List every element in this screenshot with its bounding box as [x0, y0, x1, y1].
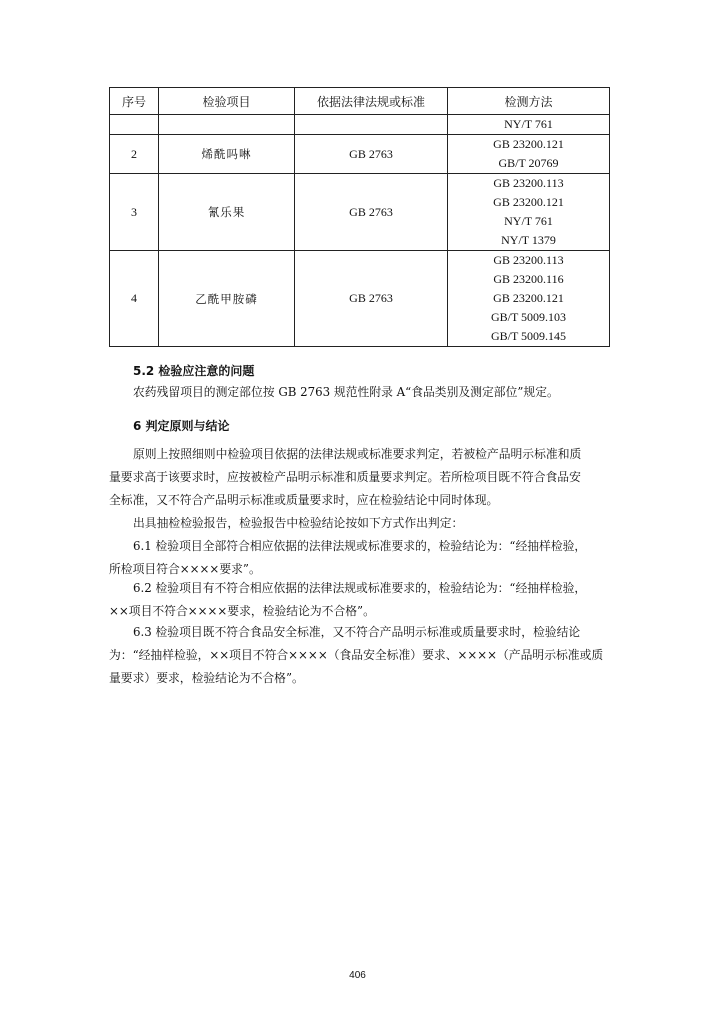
row-item: 乙酰甲胺磷 [159, 251, 295, 347]
row-item: 氰乐果 [159, 174, 295, 251]
paragraph-line: 全标准，又不符合产品明示标准或质量要求时，应在检验结论中同时体现。 [109, 493, 499, 507]
method-line: GB 23200.121 [493, 137, 564, 151]
method-cell [448, 251, 610, 347]
section-5-2-heading: 5.2 检验应注意的问题 [133, 364, 255, 378]
method-cell [448, 174, 610, 251]
method-line: NY/T 761 [504, 214, 553, 228]
inspection-table [109, 87, 610, 347]
method-cell [448, 135, 610, 174]
section-6-heading: 6 判定原则与结论 [133, 419, 230, 433]
table-header-row [110, 88, 610, 115]
header-law: 依据法律法规或标准 [295, 88, 448, 115]
method-line: NY/T 1379 [501, 233, 556, 247]
row-no: 2 [110, 135, 159, 174]
row-no: 3 [110, 174, 159, 251]
page-number: 406 [349, 970, 366, 981]
section-5-2-text: 农药残留项目的测定部位按 GB 2763 规范性附录 A“食品类别及测定部位”规定。 [133, 385, 559, 399]
method-line: GB 23200.121 [493, 195, 564, 209]
method-line: GB 23200.113 [493, 253, 564, 267]
header-no: 序号 [110, 88, 159, 115]
method-line: GB 23200.116 [493, 272, 564, 286]
header-item: 检验项目 [159, 88, 295, 115]
method-cell [448, 115, 610, 135]
paragraph-line: 6.1 检验项目全部符合相应依据的法律法规或标准要求的，检验结论为：“经抽样检验， [133, 539, 587, 553]
method-line: GB/T 20769 [498, 156, 559, 170]
paragraph-line: 出具抽检检验报告，检验报告中检验结论按如下方式作出判定： [133, 516, 464, 530]
paragraph-line: 量要求高于该要求时，应按被检产品明示标准和质量要求判定。若所检项目既不符合食品安 [109, 470, 581, 484]
paragraph-line: 量要求）要求，检验结论为不合格”。 [109, 671, 304, 685]
paragraph-line: 6.2 检验项目有不符合相应依据的法律法规或标准要求的，检验结论为：“经抽样检验， [133, 581, 587, 595]
paragraph-line: 所检项目符合××××要求”。 [109, 562, 261, 576]
row-law: GB 2763 [295, 251, 448, 347]
paragraph-line: ××项目不符合××××要求，检验结论为不合格”。 [109, 604, 375, 618]
method-line: NY/T 761 [504, 117, 553, 131]
method-line: GB/T 5009.103 [490, 310, 567, 324]
method-line: GB/T 5009.145 [490, 329, 567, 343]
table-row [110, 251, 610, 347]
row-item: 烯酰吗啉 [159, 135, 295, 174]
table-row-continuation [110, 115, 610, 135]
table-row [110, 174, 610, 251]
header-method: 检测方法 [448, 88, 610, 115]
paragraph-line: 6.3 检验项目既不符合食品安全标准，又不符合产品明示标准或质量要求时，检验结论 [133, 625, 581, 639]
row-law: GB 2763 [295, 135, 448, 174]
row-no: 4 [110, 251, 159, 347]
row-law: GB 2763 [295, 174, 448, 251]
table-row [110, 135, 610, 174]
method-line: GB 23200.121 [493, 291, 564, 305]
paragraph-line: 为：“经抽样检验，××项目不符合××××（食品安全标准）要求、××××（产品明示标准或质 [109, 648, 604, 662]
method-line: GB 23200.113 [493, 176, 564, 190]
paragraph-line: 原则上按照细则中检验项目依据的法律法规或标准要求判定，若被检产品明示标准和质 [133, 447, 582, 461]
